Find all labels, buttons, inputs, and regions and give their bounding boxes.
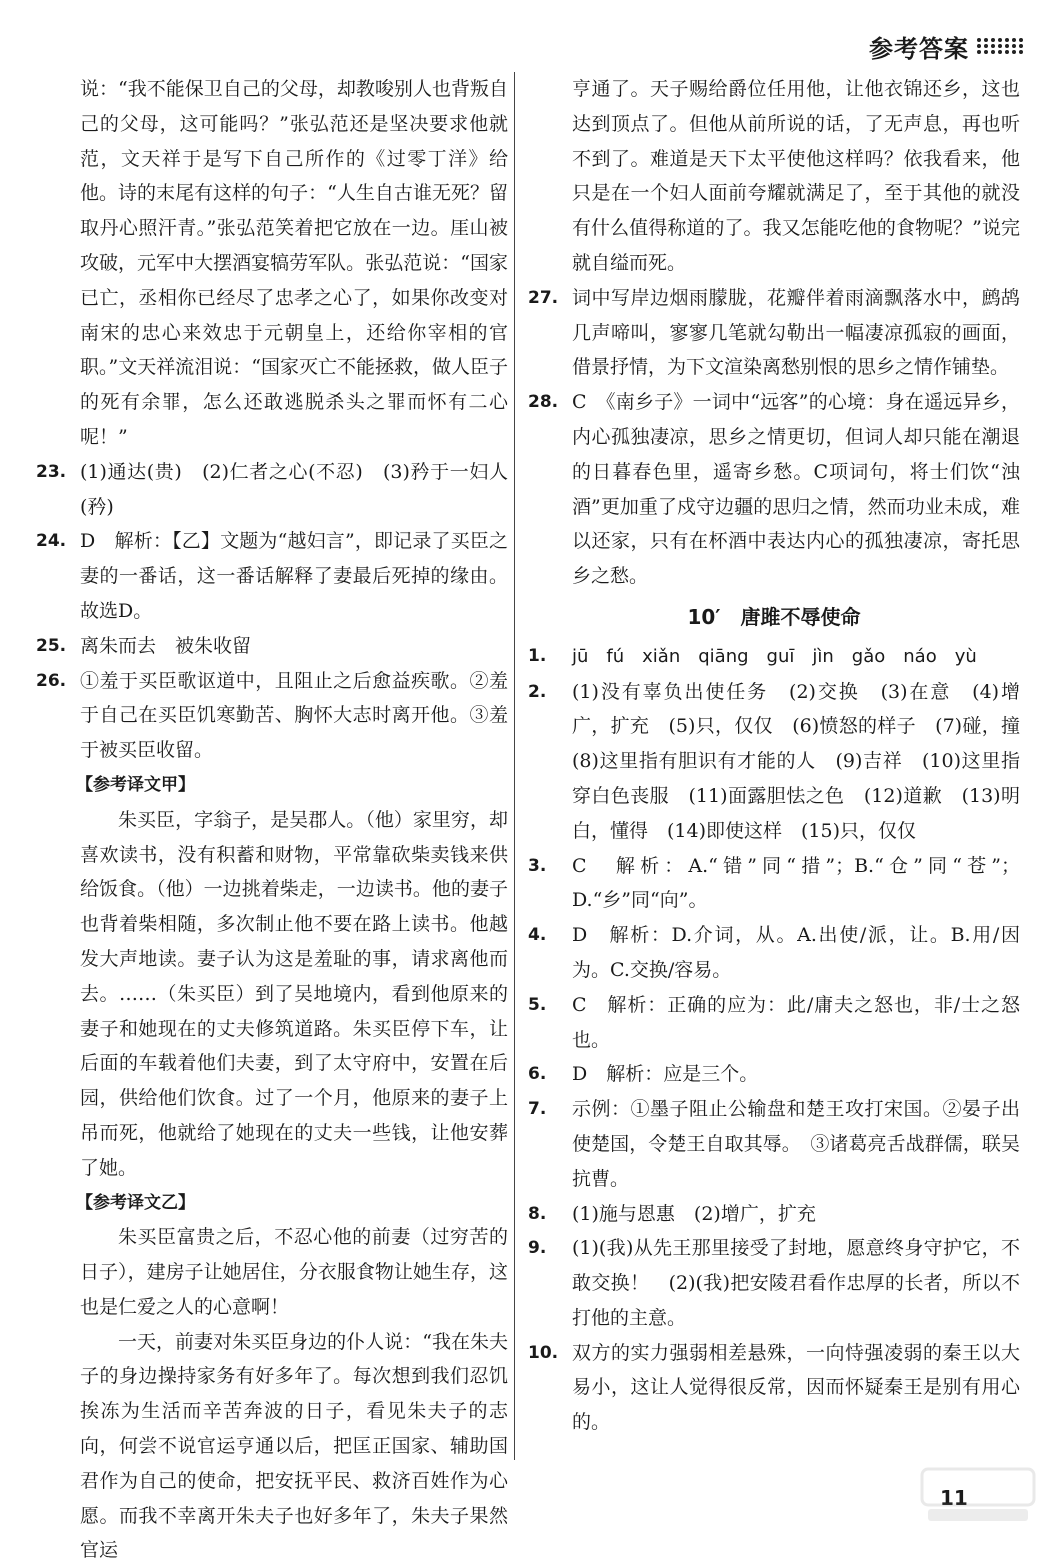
header-title: 参考答案 [869, 34, 969, 63]
answer-text: C 解析：正确的应为：此/庸夫之怒也，非/士之怒也。 [572, 993, 1020, 1051]
translation-b-body-1: 朱买臣富贵之后，不忍心他的前妻（过穷苦的日子），建房子让她居住，分衣服食物让她生存，这也是仁爱之人的心意啊！ [80, 1226, 508, 1318]
question-number: 5. [528, 994, 547, 1015]
dots-decoration-icon [977, 38, 1024, 54]
question-number: 2. [528, 681, 547, 702]
pinyin-answer: jū fú xiǎn qiāng guī jìn gǎo náo yù [572, 645, 977, 667]
answer-text: ①羞于买臣歌讴道中，且阻止之后愈益疾歌。②羞于自己在买臣饥寒勤苦、胸怀大志时离开他。③羞于被买臣收留。 [80, 669, 508, 762]
question-25 [36, 629, 508, 664]
answer-text: C 《南乡子》一词中“远客”的心境：身在遥远异乡，内心孤独凄凉，思乡之情更切，但词人却只能在潮退的日暮春色里，遥寄乡愁。C项词句，将士们饮“浊酒”更加重了戍守边疆的思归之情，然而功业未成，难以还家，只有在杯酒中表达内心的孤独凄凉，寄托思乡之愁。 [572, 391, 1020, 588]
question-2 [528, 675, 1040, 849]
question-number: 28. [528, 392, 559, 413]
translation-continued: 亨通了。天子赐给爵位任用他，让他衣锦还乡，这也达到顶点了。但他从前所说的话，了无声息，再也听不到了。难道是天下太平使他这样吗？依我看来，他只是在一个妇人面前夸耀就满足了，至于其他的就没有什么值得称道的了。我又怎能吃他的食物呢？”说完就自缢而死。 [572, 78, 1020, 274]
page-number: 11 [940, 1486, 968, 1510]
answer-text: (1)(我)从先王那里接受了封地，愿意终身守护它，不敢交换！ (2)(我)把安陵君看作忠厚的长者，所以不打他的主意。 [572, 1237, 1020, 1329]
answer-text: (1)通达(贵) (2)仁者之心(不忍) (3)矜于一妇人(矜) [80, 460, 508, 518]
question-10 [528, 1336, 1020, 1440]
watermark-logo-icon [918, 1465, 1038, 1525]
question-number: 8. [528, 1203, 547, 1224]
answer-text: (1)没有辜负出使任务 (2)交换 (3)在意 (4)增广，扩充 (5)只，仅仅 (6)愤怒的样子 (7)碰，撞 (8)这里指有胆识有才能的人 (9)吉祥 (10)这里指穿白色丧服 (11)面露胆怯之色 (12)道歉 (13)明白，懂得 (14)即使这样 (15)只，仅仅 [572, 680, 1040, 842]
translation-a-body: 朱买臣，字翁子，是吴郡人。（他）家里穷，却喜欢读书，没有积蓄和财物，平常靠砍柴卖钱来供给饭食。（他）一边挑着柴走，一边读书。他的妻子也背着柴相随，多次制止他不要在路上读书。他越发大声地读。妻子认为这是羞耻的事，请求离他而去。……（朱买臣）到了吴地境内，看到他原来的妻子和她现在的丈夫修筑道路。朱买臣停下车，让后面的车载着他们夫妻，到了太守府中，安置在后园，供给他们饮食。过了一个月，他原来的妻子上吊而死，他就给了她现在的丈夫一些钱，让他安葬了她。 [80, 808, 508, 1179]
answer-text: D 解析：【乙】文题为“越妇言”，即记录了买臣之妻的一番话，这一番话解释了妻最后死掉的缘由。故选D。 [80, 530, 508, 622]
answer-text: C 解析：A.“错”同“措”；B.“仓”同“苍”；D.“乡”同“向”。 [572, 854, 1020, 912]
question-number: 9. [528, 1238, 547, 1259]
question-4 [528, 918, 1020, 988]
question-8 [528, 1197, 1020, 1232]
question-7 [528, 1092, 1020, 1196]
question-number: 1. [528, 645, 547, 666]
question-3 [528, 849, 1020, 919]
translation-b-title: 【参考译文乙】 [76, 1192, 195, 1213]
question-5 [528, 988, 1020, 1058]
answer-text: (1)施与恩惠 (2)增广，扩充 [572, 1202, 816, 1225]
question-number: 25. [36, 635, 67, 656]
question-number: 26. [36, 670, 67, 691]
question-number: 7. [528, 1099, 547, 1120]
left-column [36, 72, 508, 1568]
intro-translation: 说：“我不能保卫自己的父母，却教唆别人也背叛自己的父母，这可能吗？”张弘范还是坚决要求他就范，文天祥于是写下自己所作的《过零丁洋》给他。诗的末尾有这样的句子：“人生自古谁无死？留取丹心照汗青。”张弘范笑着把它放在一边。厓山被攻破，元军中大摆酒宴犒劳军队。张弘范说：“国家已亡，丞相你已经尽了忠孝之心了，如果你改变对南宋的忠心来效忠于元朝皇上，还给你宰相的官职。”文天祥流泪说：“国家灭亡不能拯救，做人臣子的死有余罪，怎么还敢逃脱杀头之罪而怀有二心呢！” [80, 78, 508, 448]
question-number: 10. [528, 1342, 559, 1363]
question-24 [36, 524, 508, 628]
answer-text: D 解析：应是三个。 [572, 1063, 759, 1086]
answer-text: D 解析：D.介词，从。A.出使/派，让。B.用/因为。C.交换/容易。 [572, 924, 1020, 981]
question-1 [528, 639, 1020, 675]
answer-text: 词中写岸边烟雨朦胧，花瓣伴着雨滴飘落水中，鹧鸪几声啼叫，寥寥几笔就勾勒出一幅凄凉孤寂的画面，借景抒情，为下文渲染离愁别恨的思乡之情作铺垫。 [572, 286, 1020, 379]
question-number: 27. [528, 287, 559, 308]
section-title: 10′ 唐雎不辱使命 [687, 604, 861, 629]
translation-a-title: 【参考译文甲】 [76, 774, 195, 795]
answer-text: 示例：①墨子阻止公输盘和楚王攻打宋国。②晏子出使楚国，令楚王自取其辱。 ③诸葛亮舌战群儒，联吴抗曹。 [572, 1098, 1020, 1190]
translation-b-body-2: 一天，前妻对朱买臣身边的仆人说：“我在朱夫子的身边操持家务有好多年了。每次想到我们忍饥挨冻为生活而辛苦奔波的日子，看见朱夫子的志向，何尝不说官运亨通以后，把匡正国家、辅助国君作为自己的使命，把安抚平民、救济百姓作为心愿。而我不幸离开朱夫子也好多年了，朱夫子果然官运 [80, 1330, 508, 1562]
question-26 [36, 664, 508, 768]
page-header [869, 26, 1024, 66]
question-28 [528, 385, 1020, 594]
right-column [528, 72, 1040, 1440]
column-divider [514, 72, 515, 1460]
question-27 [528, 281, 1020, 385]
question-number: 23. [36, 461, 67, 482]
question-number: 24. [36, 531, 67, 552]
answer-text: 离朱而去 被朱收留 [80, 634, 252, 657]
question-number: 6. [528, 1064, 547, 1085]
question-23 [36, 455, 508, 525]
question-6 [528, 1057, 1020, 1092]
question-number: 3. [528, 855, 547, 876]
answer-text: 双方的实力强弱相差悬殊，一向恃强凌弱的秦王以大易小，这让人觉得很反常，因而怀疑秦王是别有用心的。 [572, 1341, 1020, 1434]
question-number: 4. [528, 925, 547, 946]
question-9 [528, 1231, 1020, 1335]
